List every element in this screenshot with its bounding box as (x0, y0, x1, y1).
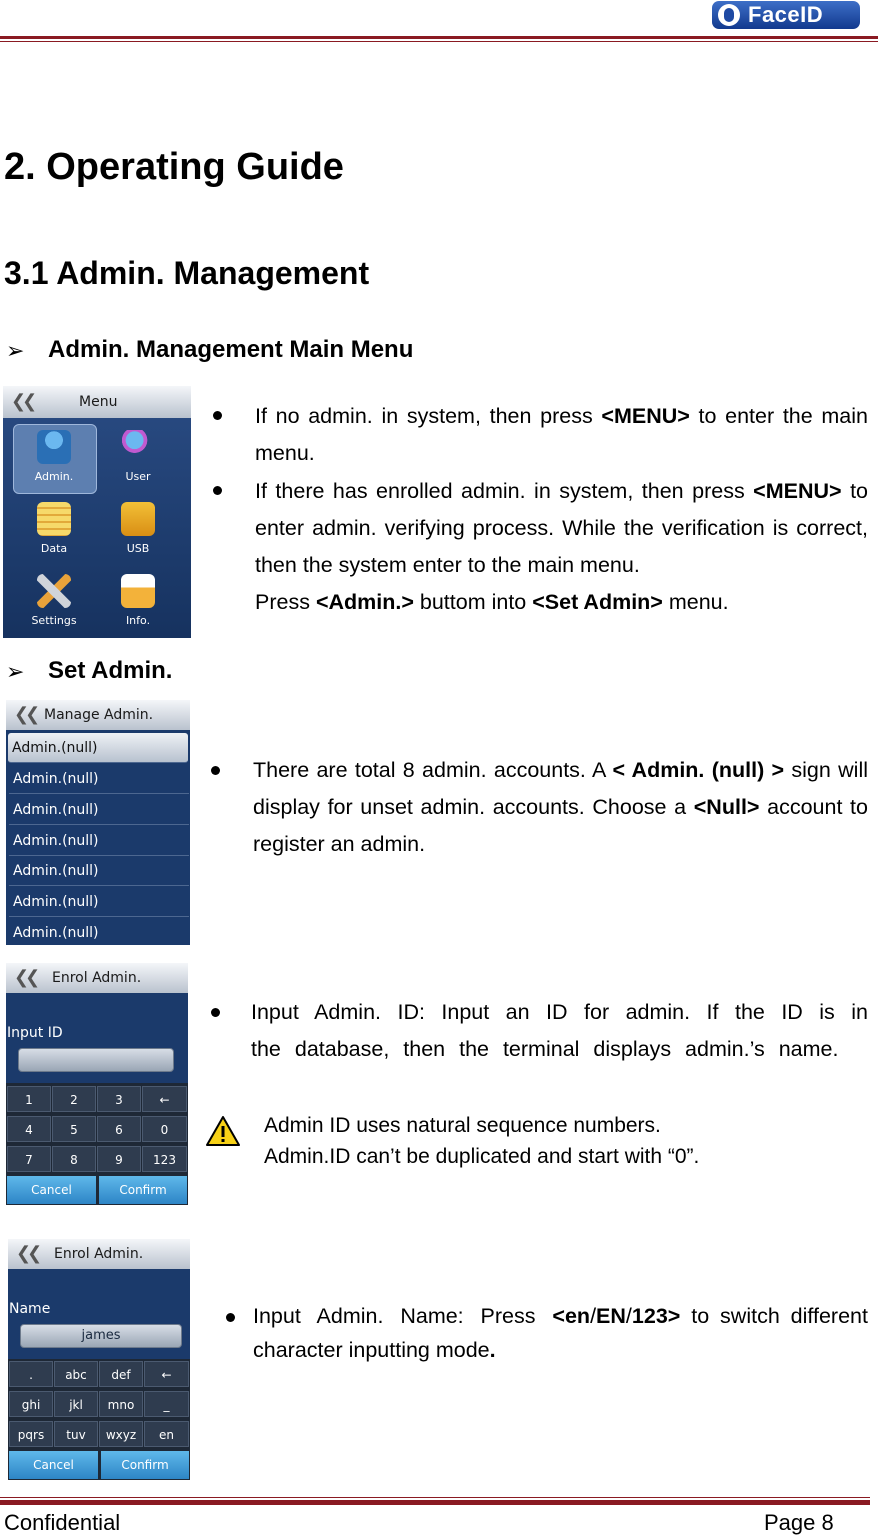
input-id-label: Input ID (7, 1025, 63, 1041)
screen-title: Menu (79, 394, 118, 410)
arrow-bullet-icon: ➢ (6, 659, 25, 684)
manage-admin-screenshot (6, 700, 190, 945)
warning-line-2: Admin.ID can’t be duplicated and start with “0”. (264, 1145, 700, 1168)
cancel-button: Cancel (7, 1176, 96, 1204)
faceid-logo: FaceID (712, 1, 860, 29)
user-icon (121, 430, 155, 464)
key: _ (144, 1391, 189, 1417)
key: wxyz (99, 1421, 143, 1447)
key: 123 (142, 1146, 187, 1172)
arrow-bullet-icon: ➢ (6, 338, 25, 363)
key: 7 (7, 1146, 51, 1172)
usb-icon (121, 502, 155, 536)
key: ← (144, 1361, 189, 1387)
subheading-set-admin: Set Admin. (48, 657, 173, 684)
admin-icon (37, 430, 71, 464)
data-icon (37, 502, 71, 536)
back-icon: ❮❮ (16, 1243, 39, 1264)
key: 4 (7, 1116, 51, 1142)
enrol-name-screenshot (8, 1239, 190, 1480)
back-icon: ❮❮ (11, 391, 34, 412)
bullet-dot-icon (211, 1008, 220, 1017)
key: 9 (97, 1146, 141, 1172)
key: abc (54, 1361, 98, 1387)
screen-title: Manage Admin. (44, 707, 154, 723)
bullet-admin-accounts: There are total 8 admin. accounts. A < Admin. (null) > sign will display for unset admin. accounts. Choose a <Null> account to register an admin. (253, 758, 868, 856)
key: 0 (142, 1116, 187, 1142)
key: def (99, 1361, 143, 1387)
bullet-no-admin: If no admin. in system, then press <MENU> to enter the main menu. (255, 404, 868, 465)
warning-icon (205, 1115, 241, 1147)
id-input-field (18, 1048, 174, 1072)
admin-row: Admin.(null) (9, 826, 189, 856)
key: 1 (7, 1086, 51, 1112)
key: ← (142, 1086, 187, 1112)
menu-item-settings: Settings (14, 574, 94, 627)
back-icon: ❮❮ (14, 967, 37, 988)
screen-title-bar (6, 963, 188, 993)
info-icon (121, 574, 155, 608)
key: . (9, 1361, 53, 1387)
key: 5 (52, 1116, 96, 1142)
menu-item-admin: Admin. (14, 430, 94, 483)
screen-title-bar (8, 1239, 190, 1269)
face-icon (718, 4, 740, 26)
bullet-input-admin-name: Input Admin. Name: Press <en/EN/123> to switch different character inputting mode. (253, 1304, 868, 1362)
key: tuv (54, 1421, 98, 1447)
footer-confidential: Confidential (4, 1510, 121, 1535)
settings-icon (37, 574, 71, 608)
press-admin-line: Press <Admin.> buttom into <Set Admin> menu. (255, 590, 729, 614)
key: 6 (97, 1116, 141, 1142)
bullet-enrolled-admin: If there has enrolled admin. in system, then press <MENU> to enter admin. verifying process. While the verification is correct, then the system enter to the main menu. (255, 479, 869, 577)
chapter-title: 2. Operating Guide (4, 146, 344, 188)
key: 3 (97, 1086, 141, 1112)
name-input-field: james (20, 1324, 182, 1348)
footer-rule-thin (0, 1497, 870, 1498)
bullet-dot-icon (226, 1313, 235, 1322)
bullet-dot-icon (213, 411, 222, 420)
enrol-id-screenshot (6, 963, 188, 1205)
back-icon: ❮❮ (14, 704, 37, 725)
name-label: Name (9, 1301, 51, 1317)
warning-line-1: Admin ID uses natural sequence numbers. (264, 1114, 661, 1137)
key: jkl (54, 1391, 98, 1417)
admin-row: Admin.(null) (9, 856, 189, 886)
screen-title: Enrol Admin. (52, 970, 142, 986)
admin-row: Admin.(null) (9, 764, 189, 794)
confirm-button: Confirm (101, 1451, 189, 1479)
cancel-button: Cancel (9, 1451, 98, 1479)
menu-screenshot (3, 386, 191, 638)
admin-row: Admin.(null) (9, 887, 189, 917)
bullet-dot-icon (213, 486, 222, 495)
footer-rule (0, 1500, 870, 1505)
confirm-button: Confirm (99, 1176, 187, 1204)
key: pqrs (9, 1421, 53, 1447)
subheading-main-menu: Admin. Management Main Menu (48, 336, 414, 363)
warning-note (264, 1110, 699, 1172)
admin-row-selected: Admin.(null) (8, 733, 188, 763)
admin-row: Admin.(null) (13, 925, 99, 941)
page-number: Page 8 (764, 1510, 834, 1535)
screen-title-bar (3, 386, 191, 418)
key: 8 (52, 1146, 96, 1172)
admin-row: Admin.(null) (9, 795, 189, 825)
section-title: 3.1 Admin. Management (4, 255, 370, 291)
screen-title-bar (6, 700, 190, 730)
bullet-dot-icon (211, 766, 220, 775)
header-rule (0, 36, 878, 39)
menu-item-data: Data (14, 502, 94, 555)
menu-item-info: Info. (98, 574, 178, 627)
key: ghi (9, 1391, 53, 1417)
screen-title: Enrol Admin. (54, 1246, 144, 1262)
key: 2 (52, 1086, 96, 1112)
key: mno (99, 1391, 143, 1417)
menu-item-user: User (98, 430, 178, 483)
bullet-input-admin-id: Input Admin. ID: Input an ID for admin. If the ID is in the database, then the terminal displays admin.’s name. (251, 1000, 868, 1061)
header-rule-thin (0, 41, 878, 42)
menu-item-usb: USB (98, 502, 178, 555)
key: en (144, 1421, 189, 1447)
